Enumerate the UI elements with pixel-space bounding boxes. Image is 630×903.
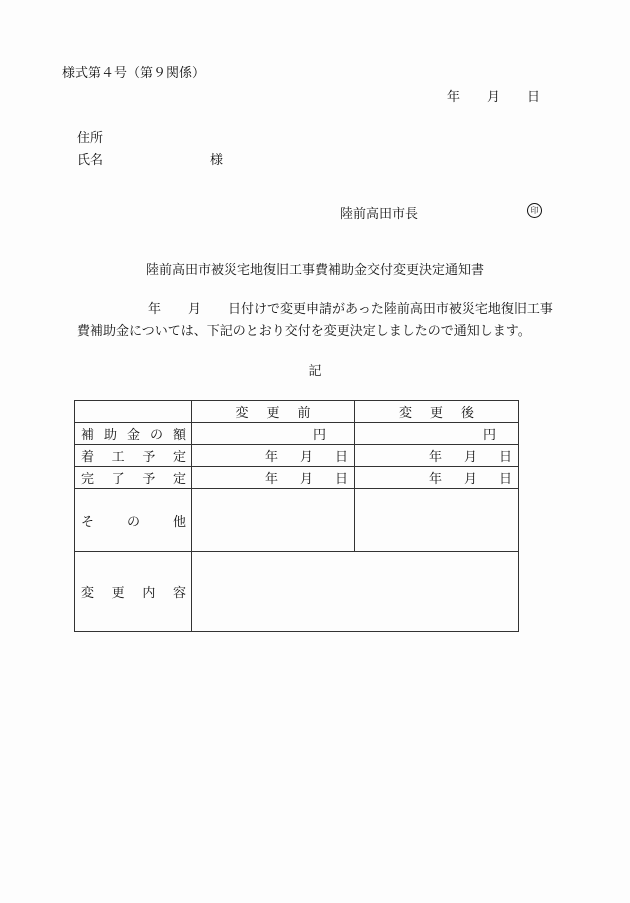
complete-before-cell[interactable] bbox=[192, 467, 355, 489]
issue-date-year: 年 bbox=[447, 90, 461, 105]
complete-label-char: 定 bbox=[172, 472, 186, 487]
amount-label-char: 補 bbox=[81, 428, 95, 443]
name-label: 氏名 bbox=[77, 153, 104, 168]
body-year: 年 bbox=[148, 302, 162, 317]
amount-label-char: 助 bbox=[103, 428, 117, 443]
start-before-day: 日 bbox=[334, 450, 348, 465]
issuer-title: 陸前高田市長 bbox=[340, 207, 419, 222]
header-before-cell bbox=[192, 401, 355, 423]
body-line-1 bbox=[148, 298, 553, 317]
start-date-row bbox=[75, 445, 519, 467]
issue-date bbox=[447, 86, 540, 105]
complete-after-month: 月 bbox=[463, 472, 477, 487]
start-label-cell bbox=[75, 445, 192, 467]
complete-before-year: 年 bbox=[264, 472, 278, 487]
amount-label-char: 額 bbox=[172, 428, 186, 443]
content-label-cell bbox=[75, 552, 192, 632]
other-before-cell[interactable] bbox=[192, 489, 355, 552]
header-before-char: 変 bbox=[235, 406, 249, 421]
issue-date-day: 日 bbox=[527, 90, 541, 105]
complete-after-day: 日 bbox=[498, 472, 512, 487]
table-corner-cell bbox=[75, 401, 192, 423]
amount-after-cell[interactable] bbox=[355, 423, 519, 445]
amount-before-cell[interactable] bbox=[192, 423, 355, 445]
completion-date-row bbox=[75, 467, 519, 489]
header-before-char: 前 bbox=[297, 406, 311, 421]
start-before-year: 年 bbox=[264, 450, 278, 465]
start-after-cell[interactable] bbox=[355, 445, 519, 467]
amount-label-char: 金 bbox=[126, 428, 140, 443]
complete-label-char: 完 bbox=[81, 472, 95, 487]
complete-before-month: 月 bbox=[299, 472, 313, 487]
name-row bbox=[77, 149, 224, 168]
header-after-char: 後 bbox=[461, 406, 475, 421]
address-label: 住所 bbox=[77, 131, 104, 146]
complete-label-char: 予 bbox=[142, 472, 156, 487]
header-after-cell bbox=[355, 401, 519, 423]
ki-heading: 記 bbox=[308, 364, 322, 379]
header-before-char: 更 bbox=[266, 406, 280, 421]
change-content-row bbox=[75, 552, 519, 632]
amount-after-yen: 円 bbox=[482, 428, 496, 443]
complete-before-day: 日 bbox=[334, 472, 348, 487]
complete-label-cell bbox=[75, 467, 192, 489]
other-after-cell[interactable] bbox=[355, 489, 519, 552]
other-label-char: そ bbox=[81, 514, 95, 530]
issue-date-month: 月 bbox=[487, 90, 501, 105]
body-line-1-text: 日付けで変更申請があった陸前高田市被災宅地復旧工事 bbox=[228, 302, 553, 317]
other-label-char: 他 bbox=[172, 514, 186, 530]
amount-label-char: の bbox=[149, 428, 163, 443]
document-title: 陸前高田市被災宅地復旧工事費補助金交付変更決定通知書 bbox=[145, 263, 484, 278]
body-month: 月 bbox=[188, 302, 202, 317]
amount-row bbox=[75, 423, 519, 445]
start-label-char: 工 bbox=[111, 450, 125, 465]
start-after-year: 年 bbox=[428, 450, 442, 465]
content-label-char: 内 bbox=[142, 586, 156, 601]
other-label-char: の bbox=[126, 514, 140, 530]
complete-label-char: 了 bbox=[111, 472, 125, 487]
start-after-day: 日 bbox=[498, 450, 512, 465]
other-label-cell bbox=[75, 489, 192, 552]
start-before-month: 月 bbox=[299, 450, 313, 465]
content-label-char: 容 bbox=[172, 586, 186, 601]
content-label-char: 変 bbox=[81, 586, 95, 601]
complete-after-cell[interactable] bbox=[355, 467, 519, 489]
start-before-cell[interactable] bbox=[192, 445, 355, 467]
body-line-2: 費補助金については、下記のとおり交付を変更決定しましたので通知します。 bbox=[77, 324, 531, 339]
table-header-row bbox=[75, 401, 519, 423]
other-row bbox=[75, 489, 519, 552]
change-content-cell[interactable] bbox=[192, 552, 519, 632]
start-label-char: 予 bbox=[142, 450, 156, 465]
amount-label-cell bbox=[75, 423, 192, 445]
start-label-char: 定 bbox=[172, 450, 186, 465]
header-after-char: 更 bbox=[429, 406, 443, 421]
start-after-month: 月 bbox=[463, 450, 477, 465]
amount-before-yen: 円 bbox=[312, 428, 326, 443]
seal-mark: 印 bbox=[527, 203, 542, 218]
complete-after-year: 年 bbox=[428, 472, 442, 487]
honorific: 様 bbox=[210, 153, 224, 168]
content-label-char: 更 bbox=[111, 586, 125, 601]
start-label-char: 着 bbox=[81, 450, 95, 465]
form-number: 様式第４号（第９関係） bbox=[62, 66, 206, 81]
header-after-char: 変 bbox=[398, 406, 412, 421]
change-table bbox=[74, 400, 519, 632]
